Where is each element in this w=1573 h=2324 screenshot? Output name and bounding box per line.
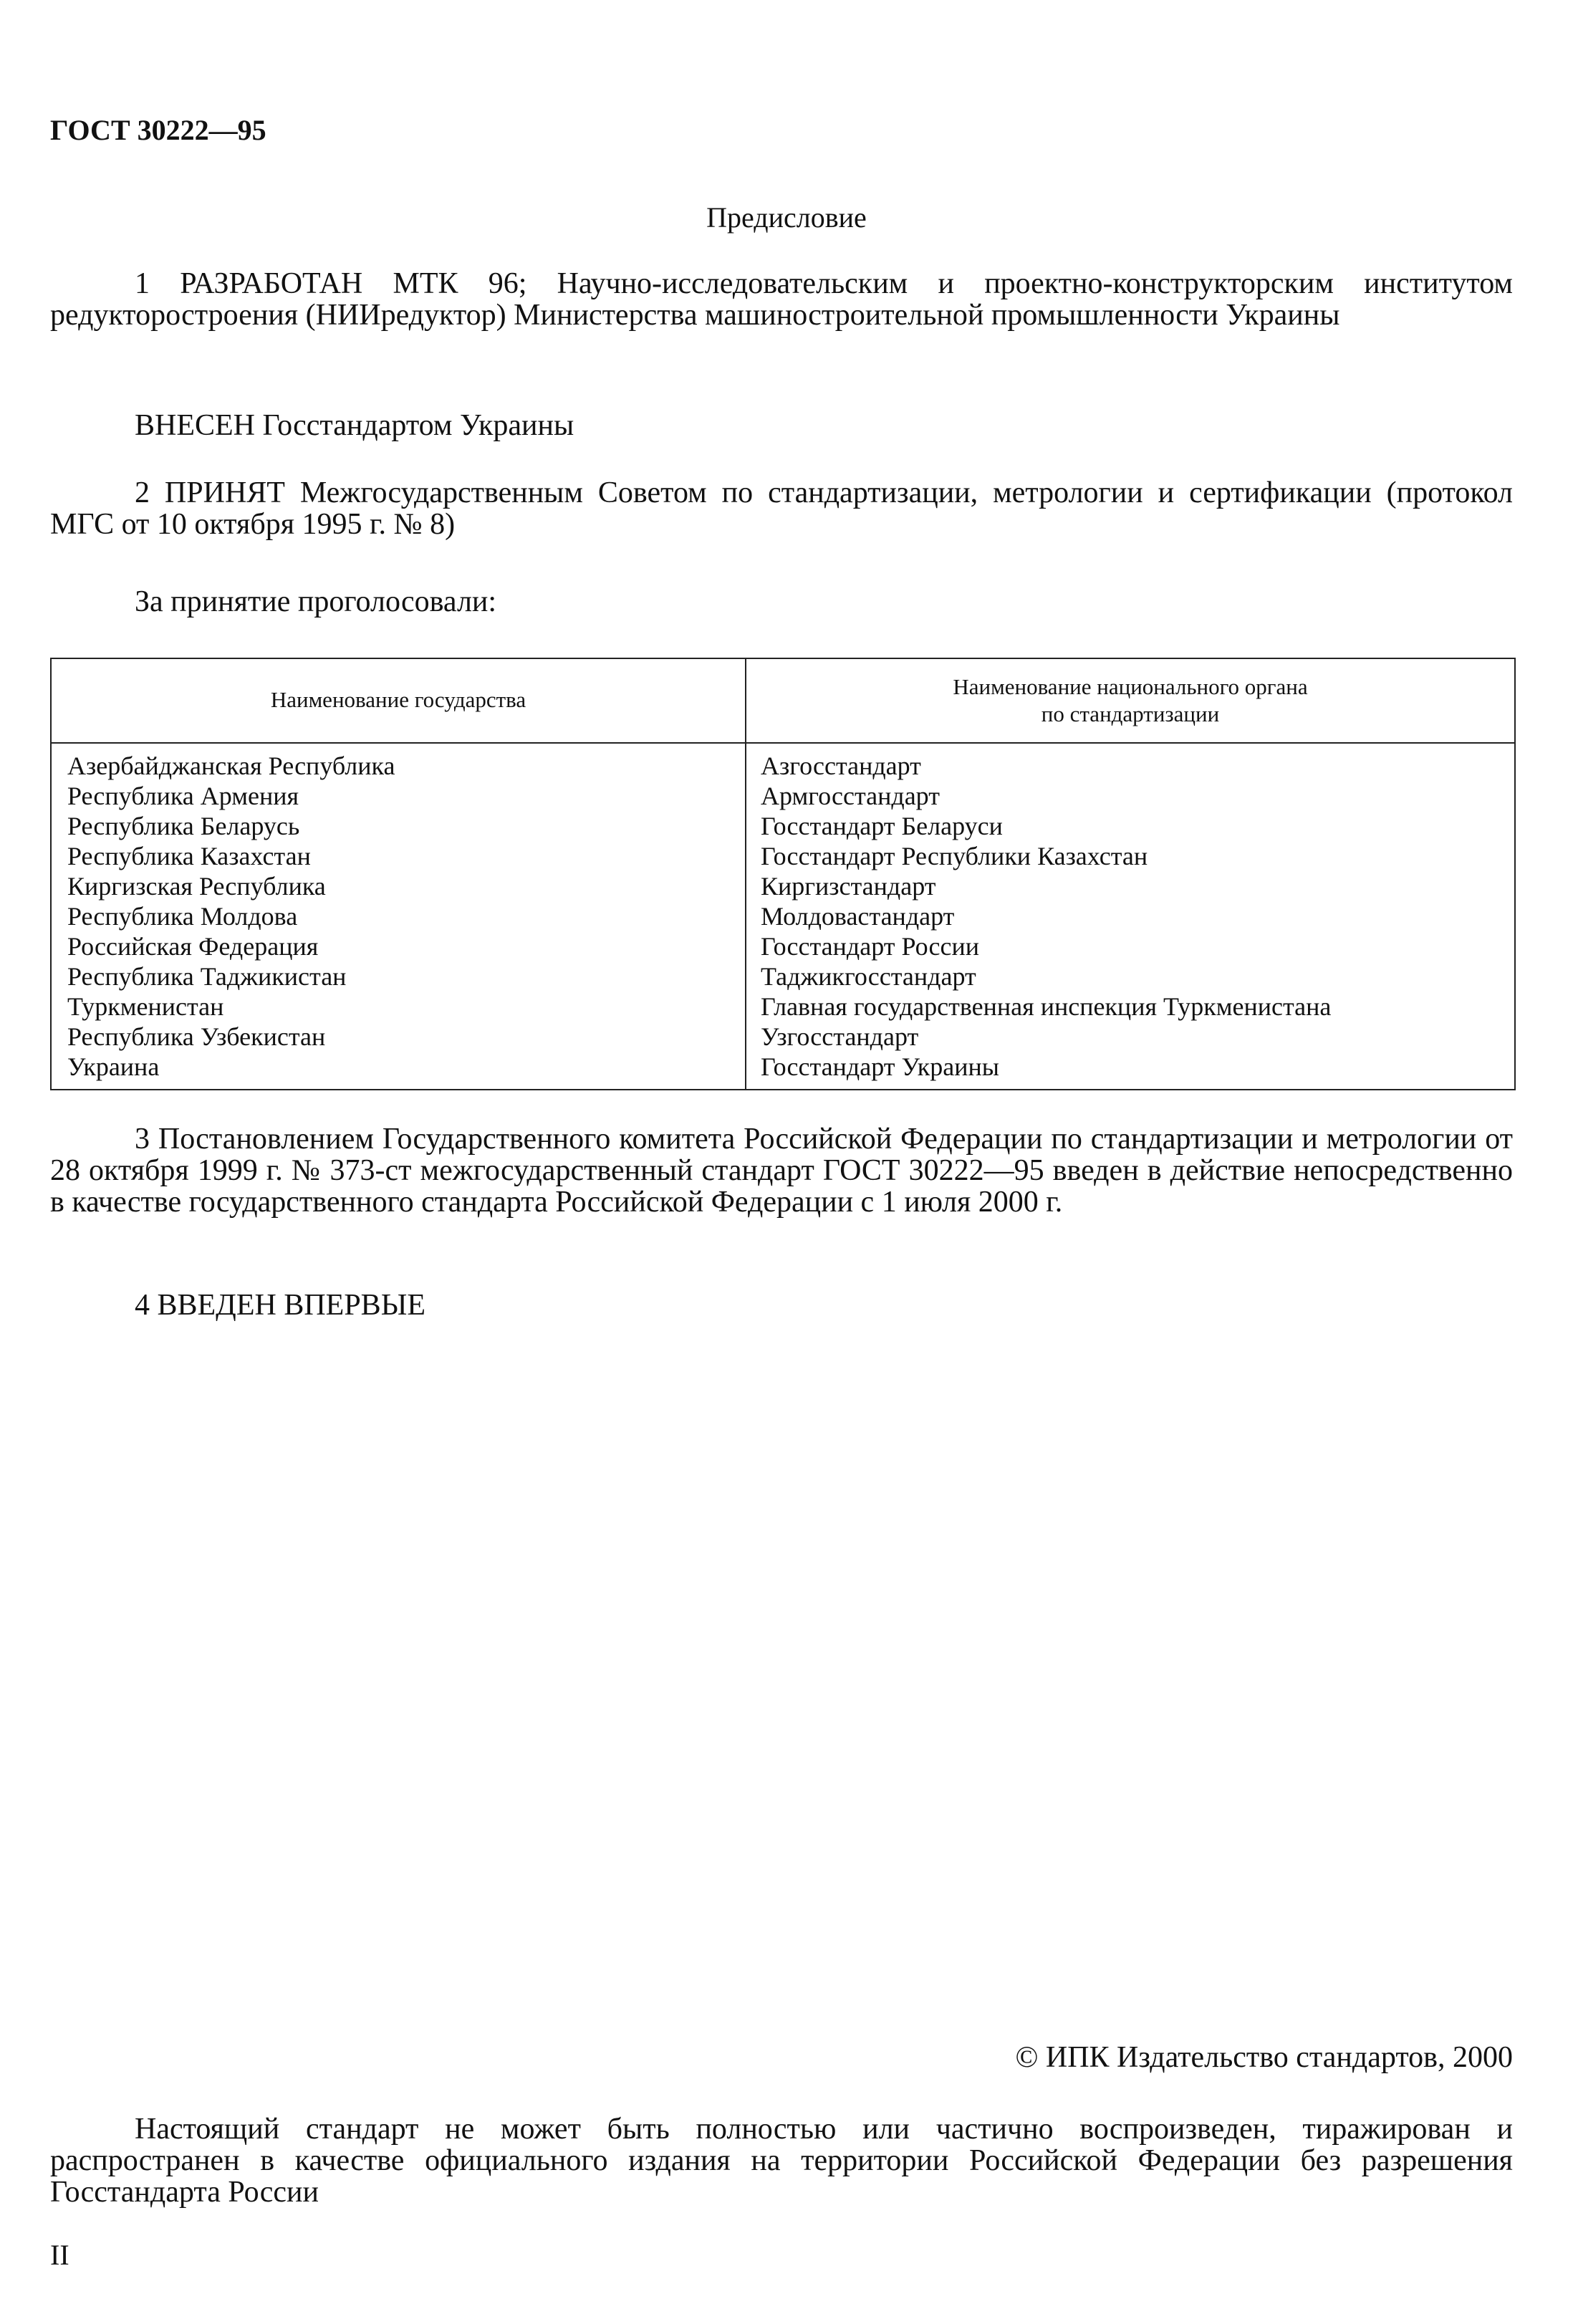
voted-label: За принятие проголосовали: xyxy=(135,585,497,618)
voting-table xyxy=(50,658,1516,1090)
table-cell-body: Госстандарт России xyxy=(761,932,979,961)
table-cell-body: Госстандарт Республики Казахстан xyxy=(761,842,1148,870)
table-header-body-line1: Наименование национального органа xyxy=(953,674,1308,699)
section-1-developed: 1 РАЗРАБОТАН МТК 96; Научно-исследовательским и проектно-конструкторским институтом редукторостроения (НИИредуктор) Министерства машиностроительной промышленности Украины xyxy=(50,267,1513,332)
reproduction-notice: Настоящий стандарт не может быть полностью или частично воспроизведен, тиражирован и распространен в качестве официального издания на территории Российской Федерации без разрешения Госстандарта России xyxy=(50,2113,1513,2209)
table-cell-state: Туркменистан xyxy=(67,992,224,1021)
table-header-body xyxy=(746,673,1514,728)
table-cell-state: Республика Узбекистан xyxy=(67,1022,326,1051)
table-header-divider xyxy=(52,742,1514,744)
section-4-first-introduced: 4 ВВЕДЕН ВПЕРВЫЕ xyxy=(135,1289,425,1322)
table-cell-body: Узгосстандарт xyxy=(761,1022,919,1051)
table-cell-body: Таджикгосстандарт xyxy=(761,962,976,991)
table-header-body-line2: по стандартизации xyxy=(1041,701,1220,726)
table-cell-state: Республика Молдова xyxy=(67,902,298,931)
copyright-line: © ИПК Издательство стандартов, 2000 xyxy=(1015,2041,1513,2074)
states-column xyxy=(67,751,395,1082)
table-cell-body: Главная государственная инспекция Туркменистана xyxy=(761,992,1332,1021)
table-header-state: Наименование государства xyxy=(270,687,526,712)
table-cell-body: Армгосстандарт xyxy=(761,782,940,810)
table-cell-state: Киргизская Республика xyxy=(67,872,326,901)
table-cell-body: Госстандарт Украины xyxy=(761,1052,999,1081)
section-1-introduced: ВНЕСЕН Госстандартом Украины xyxy=(135,409,574,442)
table-cell-state: Республика Армения xyxy=(67,782,299,810)
table-cell-body: Госстандарт Беларуси xyxy=(761,812,1003,840)
section-3-resolution: 3 Постановлением Государственного комитета Российской Федерации по стандартизации и метрологии от 28 октября 1999 г. № 373-ст межгосударственный стандарт ГОСТ 30222—95 введен в действие непосредственно в качестве государственного стандарта Российской Федерации с 1 июля 2000 г. xyxy=(50,1123,1513,1219)
document-code: ГОСТ 30222—95 xyxy=(50,114,266,146)
table-cell-state: Республика Таджикистан xyxy=(67,962,347,991)
table-cell-state: Украина xyxy=(67,1052,160,1081)
table-cell-state: Азербайджанская Республика xyxy=(67,752,395,780)
table-cell-body: Киргизстандарт xyxy=(761,872,936,901)
table-cell-state: Республика Беларусь xyxy=(67,812,300,840)
table-cell-state: Республика Казахстан xyxy=(67,842,311,870)
table-cell-state: Российская Федерация xyxy=(67,932,319,961)
table-cell-body: Азгосстандарт xyxy=(761,752,921,780)
foreword-title: Предисловие xyxy=(706,201,867,234)
section-2-adopted: 2 ПРИНЯТ Межгосударственным Советом по стандартизации, метрологии и сертификации (протокол МГС от 10 октября 1995 г. № 8) xyxy=(50,476,1513,541)
page-number: II xyxy=(50,2239,69,2271)
table-cell-body: Молдовастандарт xyxy=(761,902,955,931)
bodies-column xyxy=(761,751,1331,1082)
